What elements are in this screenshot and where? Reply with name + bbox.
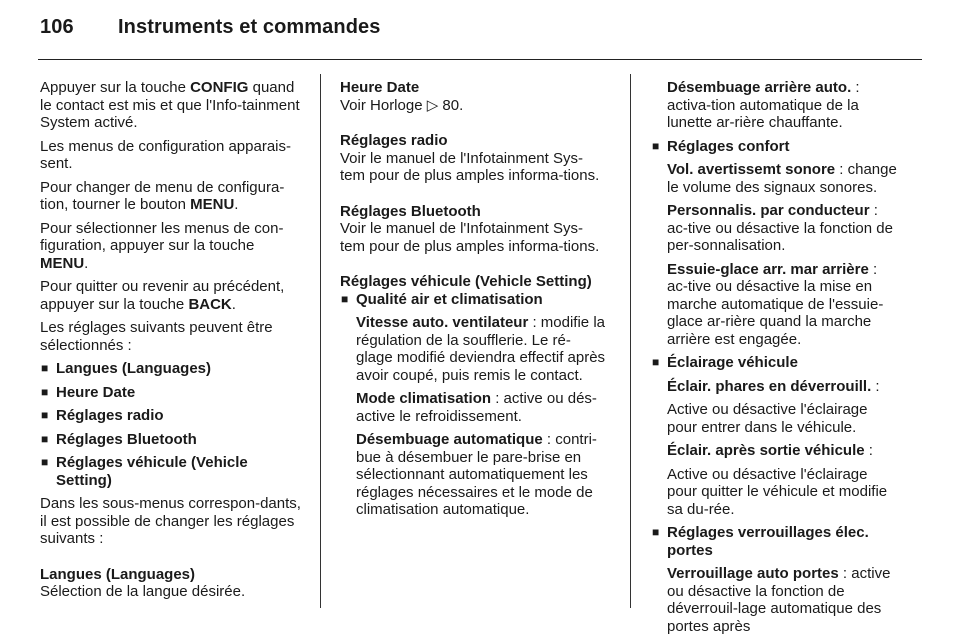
paragraph — [651, 161, 901, 196]
settings-list — [651, 138, 901, 156]
list-item: ■ Réglages radio — [40, 407, 306, 425]
paragraph — [340, 314, 606, 384]
section-heading: Réglages radio — [340, 132, 448, 149]
paragraph: Les réglages suivants peuvent être sélectionnés : — [40, 319, 273, 354]
paragraph — [651, 565, 901, 635]
paragraph — [651, 378, 901, 396]
text: . — [231, 295, 236, 313]
section-heading: Heure Date — [340, 79, 420, 96]
section-heading: Réglages Bluetooth — [340, 202, 481, 220]
paragraph: Active ou désactive l'éclairage pour entrer dans le véhicule. — [667, 401, 868, 436]
paragraph — [40, 220, 306, 273]
text: quand le contact est mis et que l'Info-tainment System activé. — [40, 79, 300, 131]
text: : ac-tive ou désactive la mise en marche automatique de l'essuie-glace ar-rière quand la marche arrière est engagée. — [667, 260, 884, 348]
list-item: ■ Réglages véhicule (Vehicle Setting) — [40, 454, 306, 489]
paragraph — [340, 390, 606, 425]
section-heading: Langues (Languages) — [40, 565, 196, 583]
paragraph — [40, 179, 306, 214]
text: : ac-tive ou désactive la fonction de per-sonnalisation. — [667, 202, 893, 254]
button-name: BACK — [188, 295, 232, 313]
setting-name: Verrouillage auto portes — [667, 565, 839, 582]
setting-name: Éclair. après sortie véhicule — [667, 442, 865, 459]
paragraph — [40, 79, 306, 132]
settings-list — [651, 354, 901, 372]
paragraph: Active ou désactive l'éclairage pour quitter le véhicule et modifie sa du-rée. — [667, 465, 888, 518]
paragraph: Voir le manuel de l'Infotainment Sys-tem pour de plus amples informa-tions. — [340, 149, 600, 184]
text: . — [234, 196, 239, 213]
column-2 — [340, 79, 606, 525]
page-number: 106 — [40, 16, 74, 38]
paragraph — [651, 202, 901, 255]
paragraph — [651, 79, 901, 132]
page-title: Instruments et commandes — [118, 16, 381, 38]
button-name: CONFIG — [190, 79, 249, 96]
text: . — [84, 254, 89, 272]
page-header — [40, 16, 380, 39]
paragraph: Voir le manuel de l'Infotainment Sys-tem pour de plus amples informa-tions. — [340, 220, 600, 255]
list-item: ■ Éclairage véhicule — [651, 354, 901, 372]
column-3 — [651, 79, 901, 641]
paragraph — [340, 97, 606, 115]
column-1 — [40, 79, 306, 607]
paragraph: Sélection de la langue désirée. — [40, 583, 246, 600]
paragraph — [340, 431, 606, 519]
setting-name: Éclair. phares en déverrouill. — [667, 377, 872, 395]
button-name: MENU — [190, 196, 235, 213]
setting-name: Vol. avertissemt sonore — [667, 161, 836, 178]
setting-name: Mode climatisation — [356, 390, 492, 407]
text: Appuyer sur la touche — [40, 79, 191, 96]
text: : active ou dés-active le refroidissement. — [356, 390, 597, 425]
settings-list — [40, 360, 306, 489]
text: Pour changer de menu de configura-tion, tourner le bouton — [40, 178, 285, 213]
paragraph: Les menus de configuration apparais-sent. — [40, 137, 291, 172]
text: : — [871, 377, 880, 395]
list-item: ■ Réglages confort — [651, 138, 901, 156]
section-heading: Réglages véhicule (Vehicle Setting) — [340, 273, 592, 290]
paragraph — [651, 442, 901, 460]
setting-name: Vitesse auto. ventilateur — [356, 314, 529, 331]
header-rule — [38, 59, 922, 60]
settings-list — [340, 291, 606, 309]
setting-name: Personnalis. par conducteur — [667, 202, 870, 219]
text: : active ou désactive la fonction de déverrouil-lage automatique des portes après — [667, 565, 891, 635]
text: : change le volume des signaux sonores. — [667, 161, 897, 196]
paragraph — [651, 261, 901, 349]
text: Pour quitter ou revenir au précédent, appuyer sur la touche — [40, 278, 285, 313]
column-divider-2 — [630, 74, 631, 608]
text: : contri-bue à désembuer le pare-brise en sélectionnant automatiquement les réglages nécessaires et le mode de climatisation automatique. — [356, 431, 597, 518]
column-divider-1 — [320, 74, 321, 608]
text: : activa-tion automatique de la lunette ar-rière chauffante. — [667, 79, 860, 131]
list-item: ■ Qualité air et climatisation — [340, 291, 606, 309]
setting-name: Désembuage automatique — [356, 431, 543, 448]
list-item: ■ Heure Date — [40, 384, 306, 402]
list-item: ■ Réglages Bluetooth — [40, 431, 306, 449]
text: Pour sélectionner les menus de con-figuration, appuyer sur la touche — [40, 219, 284, 254]
setting-name: Désembuage arrière auto. — [667, 79, 852, 96]
text: Voir Horloge — [340, 96, 427, 114]
setting-name: Essuie-glace arr. mar arrière — [667, 260, 869, 278]
paragraph — [40, 278, 306, 313]
page-reference: ▷ 80. — [426, 96, 464, 114]
list-item: ■ Réglages verrouillages élec. portes — [651, 524, 901, 559]
settings-list — [651, 524, 901, 559]
text: : — [864, 442, 873, 459]
paragraph: Dans les sous-menus correspon-dants, il est possible de changer les réglages suivants : — [40, 495, 301, 547]
button-name: MENU — [40, 254, 85, 272]
list-item: ■ Langues (Languages) — [40, 360, 306, 378]
text: : modifie la régulation de la soufflerie. Le ré-glage modifié deviendra effectif après avoir coupé, puis remis le contact. — [356, 314, 606, 384]
